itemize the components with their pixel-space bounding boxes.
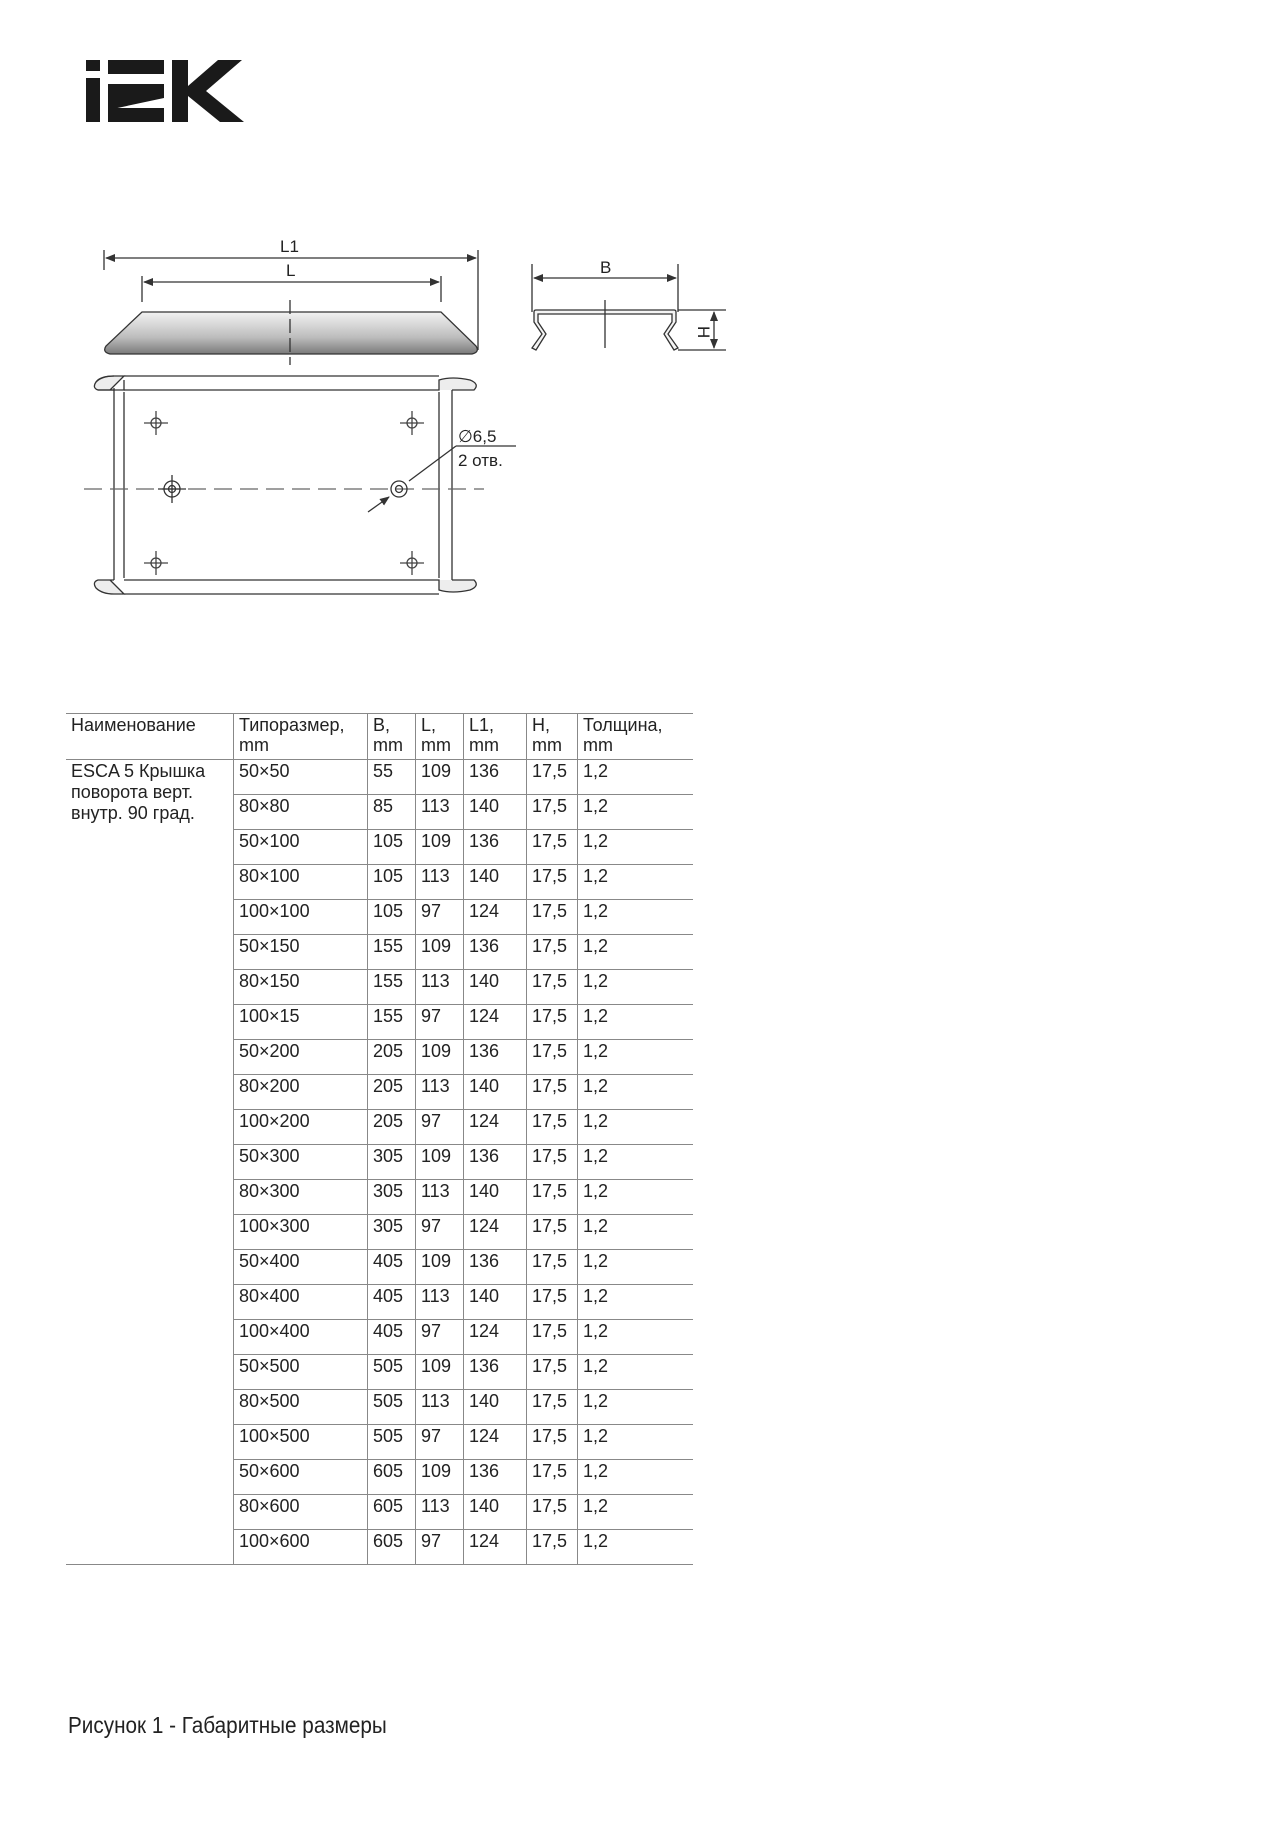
dim-l-label: L [286,261,296,280]
cell-t: 1,2 [578,1250,694,1285]
cell-size: 50×150 [234,935,368,970]
cell-l: 109 [416,1145,464,1180]
cell-l: 97 [416,1530,464,1565]
cell-h: 17,5 [527,1040,578,1075]
cell-b: 305 [368,1215,416,1250]
cell-l: 109 [416,1250,464,1285]
cell-l1: 140 [464,1180,527,1215]
cell-l: 97 [416,900,464,935]
cell-l: 97 [416,1320,464,1355]
header-h-line2: mm [532,735,562,755]
cell-size: 50×50 [234,760,368,795]
cell-size: 100×100 [234,900,368,935]
cell-l: 113 [416,1075,464,1110]
cell-h: 17,5 [527,1425,578,1460]
cell-l1: 124 [464,1320,527,1355]
cell-b: 105 [368,900,416,935]
header-b [368,714,416,760]
cell-b: 505 [368,1425,416,1460]
cell-h: 17,5 [527,1110,578,1145]
cell-size: 80×400 [234,1285,368,1320]
dim-b-label: B [600,258,612,277]
cell-l1: 136 [464,935,527,970]
cell-h: 17,5 [527,1215,578,1250]
dim-h-label: H [694,326,713,339]
cell-h: 17,5 [527,1355,578,1390]
cell-size: 50×200 [234,1040,368,1075]
cell-h: 17,5 [527,1390,578,1425]
cell-l: 113 [416,1285,464,1320]
cell-l1: 136 [464,1460,527,1495]
cell-size: 100×15 [234,1005,368,1040]
cell-l: 97 [416,1110,464,1145]
cell-l1: 140 [464,1075,527,1110]
header-l1-line1: L1, [469,715,495,735]
cell-l: 113 [416,1495,464,1530]
header-size-line2: mm [239,735,269,755]
cell-b: 105 [368,830,416,865]
cell-b: 405 [368,1320,416,1355]
header-l-line1: L, [421,715,437,735]
cell-size: 50×500 [234,1355,368,1390]
cell-l1: 136 [464,1040,527,1075]
cell-t: 1,2 [578,865,694,900]
header-l1 [464,714,527,760]
cell-l1: 140 [464,1390,527,1425]
cell-l1: 136 [464,1250,527,1285]
cell-l: 109 [416,830,464,865]
header-l [416,714,464,760]
cell-b: 155 [368,1005,416,1040]
cell-h: 17,5 [527,1285,578,1320]
side-view [104,237,478,365]
cell-t: 1,2 [578,1390,694,1425]
cell-t: 1,2 [578,1425,694,1460]
cell-b: 605 [368,1495,416,1530]
header-b-line2: mm [373,735,403,755]
cell-l: 97 [416,1215,464,1250]
cell-l1: 140 [464,1495,527,1530]
header-size-line1: Типоразмер, [239,715,345,735]
table-row [66,760,693,795]
cell-l1: 124 [464,1425,527,1460]
cell-h: 17,5 [527,795,578,830]
cell-b: 85 [368,795,416,830]
cell-size: 50×100 [234,830,368,865]
cell-b: 305 [368,1180,416,1215]
cell-h: 17,5 [527,1005,578,1040]
cell-t: 1,2 [578,1460,694,1495]
cell-t: 1,2 [578,970,694,1005]
cell-size: 100×200 [234,1110,368,1145]
end-view [532,258,726,350]
cell-size: 80×300 [234,1180,368,1215]
cell-l1: 124 [464,1215,527,1250]
cell-b: 505 [368,1390,416,1425]
header-size [234,714,368,760]
cell-b: 105 [368,865,416,900]
cell-b: 205 [368,1110,416,1145]
cell-size: 80×500 [234,1390,368,1425]
cell-size: 100×600 [234,1530,368,1565]
spec-table [66,713,693,1565]
cell-h: 17,5 [527,1250,578,1285]
figure-caption: Рисунок 1 - Габаритные размеры [68,1712,387,1738]
dim-l1-label: L1 [280,237,299,256]
cell-b: 155 [368,970,416,1005]
cell-b: 605 [368,1530,416,1565]
header-thickness-line1: Толщина, [583,715,663,735]
header-h-line1: H, [532,715,550,735]
cell-size: 50×400 [234,1250,368,1285]
hole-count-label: 2 отв. [458,451,503,470]
header-thickness [578,714,694,760]
header-thickness-line2: mm [583,735,613,755]
cell-h: 17,5 [527,760,578,795]
cell-t: 1,2 [578,1145,694,1180]
top-view [84,376,516,594]
cell-l: 109 [416,1460,464,1495]
cell-l1: 140 [464,795,527,830]
cell-h: 17,5 [527,1075,578,1110]
cell-t: 1,2 [578,1320,694,1355]
cell-l: 113 [416,795,464,830]
cell-size: 50×600 [234,1460,368,1495]
cell-t: 1,2 [578,1005,694,1040]
cell-l1: 124 [464,1005,527,1040]
cell-l: 97 [416,1005,464,1040]
cell-b: 505 [368,1355,416,1390]
cell-t: 1,2 [578,1110,694,1145]
header-l-line2: mm [421,735,451,755]
header-l1-line2: mm [469,735,499,755]
header-h [527,714,578,760]
cell-l: 113 [416,865,464,900]
cell-l1: 136 [464,1355,527,1390]
cell-t: 1,2 [578,830,694,865]
cell-l: 113 [416,970,464,1005]
cell-l1: 140 [464,970,527,1005]
cell-l1: 140 [464,1285,527,1320]
cell-t: 1,2 [578,795,694,830]
cell-h: 17,5 [527,830,578,865]
cell-t: 1,2 [578,1285,694,1320]
cell-h: 17,5 [527,1530,578,1565]
cell-size: 100×500 [234,1425,368,1460]
cell-h: 17,5 [527,970,578,1005]
cell-b: 155 [368,935,416,970]
technical-drawing [84,230,744,640]
cell-size: 100×300 [234,1215,368,1250]
cell-t: 1,2 [578,1040,694,1075]
cell-h: 17,5 [527,865,578,900]
cell-l: 109 [416,1040,464,1075]
cell-l1: 136 [464,1145,527,1180]
cell-size: 80×80 [234,795,368,830]
cell-l1: 124 [464,1110,527,1145]
cell-t: 1,2 [578,1215,694,1250]
iek-logo [86,60,244,122]
header-name-text: Наименование [71,715,196,735]
cell-t: 1,2 [578,1075,694,1110]
cell-h: 17,5 [527,1460,578,1495]
cell-t: 1,2 [578,760,694,795]
cell-h: 17,5 [527,1320,578,1355]
cell-b: 305 [368,1145,416,1180]
cell-l1: 136 [464,760,527,795]
cell-l1: 124 [464,900,527,935]
table-header-row [66,714,693,760]
cell-b: 605 [368,1460,416,1495]
cell-t: 1,2 [578,900,694,935]
cell-l1: 136 [464,830,527,865]
cell-h: 17,5 [527,900,578,935]
cell-h: 17,5 [527,1180,578,1215]
cell-h: 17,5 [527,1145,578,1180]
cell-h: 17,5 [527,935,578,970]
cell-t: 1,2 [578,1355,694,1390]
header-b-line1: B, [373,715,391,735]
header-name [66,714,234,760]
cell-t: 1,2 [578,1530,694,1565]
cell-size: 100×400 [234,1320,368,1355]
cell-size: 80×200 [234,1075,368,1110]
cell-h: 17,5 [527,1495,578,1530]
cell-l: 113 [416,1180,464,1215]
cell-t: 1,2 [578,935,694,970]
cell-b: 405 [368,1285,416,1320]
cell-b: 205 [368,1040,416,1075]
cell-size: 80×600 [234,1495,368,1530]
cell-t: 1,2 [578,1180,694,1215]
cell-size: 80×100 [234,865,368,900]
cell-l1: 124 [464,1530,527,1565]
cell-l: 113 [416,1390,464,1425]
cell-l1: 140 [464,865,527,900]
cell-size: 50×300 [234,1145,368,1180]
cell-l: 109 [416,935,464,970]
hole-diameter-label: ∅6,5 [458,427,497,446]
product-name-cell: ESCA 5 Крышка поворота верт. внутр. 90 град. [66,760,234,1565]
cell-b: 205 [368,1075,416,1110]
cell-l: 109 [416,760,464,795]
cell-b: 55 [368,760,416,795]
spec-table-body [66,760,693,1565]
cell-l: 109 [416,1355,464,1390]
cell-t: 1,2 [578,1495,694,1530]
cell-l: 97 [416,1425,464,1460]
cell-size: 80×150 [234,970,368,1005]
cell-b: 405 [368,1250,416,1285]
